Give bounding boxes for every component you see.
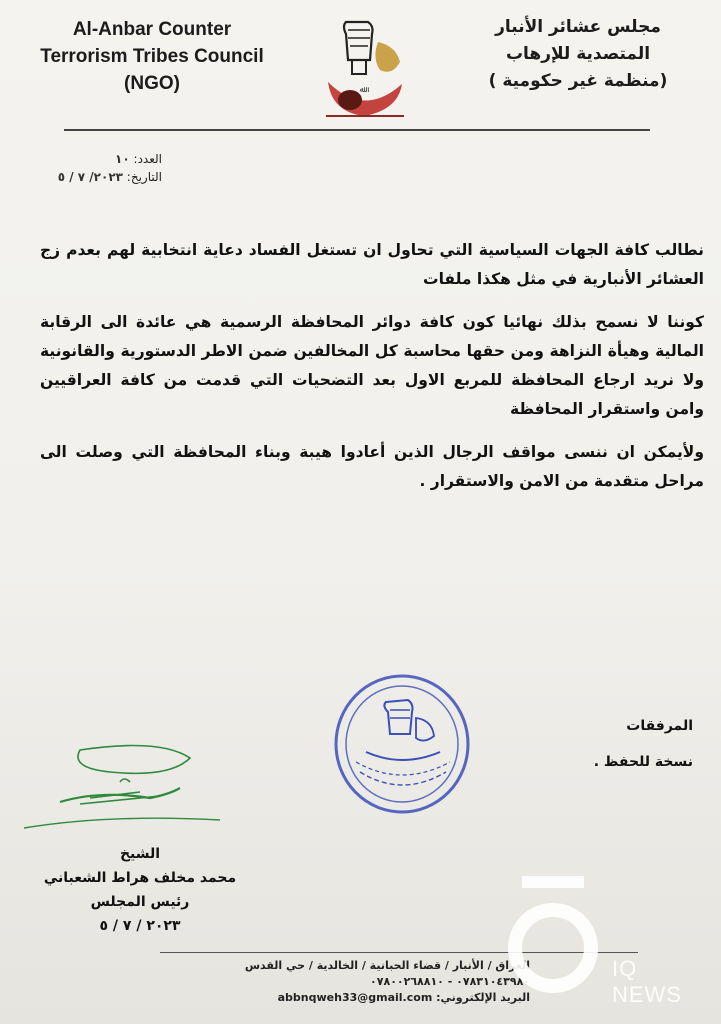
english-header-line-2: Terrorism Tribes Council — [40, 46, 264, 67]
footer-email-row — [190, 990, 530, 1006]
footer-contact — [190, 958, 530, 1006]
signer-position: رئيس المجلس — [90, 894, 190, 910]
arabic-header-line-1: مجلس عشائر الأنبار — [495, 17, 661, 37]
attachments-block — [493, 708, 693, 780]
arabic-header-line-2: المتصدية للإرهاب — [505, 44, 651, 64]
reference-block — [12, 150, 162, 186]
number-label: العدد: — [133, 152, 162, 166]
arabic-header — [463, 14, 693, 95]
reference-date — [12, 168, 162, 186]
arabic-header-line-3: (منظمة غير حكومية ) — [488, 71, 668, 91]
footer-address: العراق / الأنبار / قضاء الحبانية / الخالدية / حي القدس — [244, 959, 530, 972]
council-logo — [318, 12, 410, 122]
letter-body — [40, 236, 704, 510]
signer-date: ٢٠٢٣ / ٧ / ٥ — [99, 918, 181, 934]
email-label: البريد الإلكتروني: — [436, 991, 530, 1004]
signer-name: محمد مخلف هراط الشعباني — [43, 870, 237, 886]
date-label: التاريخ: — [126, 170, 162, 184]
official-stamp — [330, 672, 475, 817]
attachments-title: المرفقات — [626, 718, 693, 734]
iqnews-logo-icon — [498, 876, 608, 996]
english-header-line-1: Al-Anbar Counter — [72, 19, 232, 40]
signer-title: الشيخ — [119, 846, 161, 862]
english-header — [22, 16, 282, 97]
attachments-item: نسخة للحفظ . — [593, 754, 693, 770]
body-paragraph-1: نطالب كافة الجهات السياسية التي تحاول ان تستغل الفساد دعاية انتخابية لهم بعدم زج العشائر الأنبارية في مثل هكذا ملفات — [40, 241, 704, 288]
date-value: ٢٠٢٣/ ٧ / ٥ — [57, 170, 123, 184]
body-paragraph-3: ولأيمكن ان ننسى مواقف الرجال الذين أعادوا هيبة وبناء المحافظة التي وصلت الى مراحل متقدمة من الامن والاستقرار . — [40, 443, 704, 490]
watermark-text: IQ NEWS — [612, 956, 682, 1007]
english-header-line-3: (NGO) — [124, 73, 180, 94]
reference-number — [12, 150, 162, 168]
handwritten-signature — [20, 738, 240, 838]
header-divider — [64, 129, 650, 131]
signer-block — [40, 842, 240, 938]
email-address: abbnqweh33@gmail.com — [277, 991, 433, 1004]
footer-phones: ٠٧٨٣١٠٤٣٩٨٠ - ٠٧٨٠٠٢٦٨٨١٠ — [370, 975, 530, 988]
number-value: ١٠ — [115, 152, 130, 166]
body-paragraph-2: كوننا لا نسمح بذلك نهائيا كون كافة دوائر المحافظة الرسمية هي عائدة الى الرقابة المالية وهيأة النزاهة ومن حقها محاسبة كل المخالفين ضمن الاطر الدستورية والقانونية ولا نريد ارجاع المحافظة للمربع الاول بعد التضحيات التي قدمت من كافة العراقيين وامن واستقرار المحافظة — [40, 313, 704, 418]
svg-text:ﷲ: ﷲ — [359, 85, 365, 94]
